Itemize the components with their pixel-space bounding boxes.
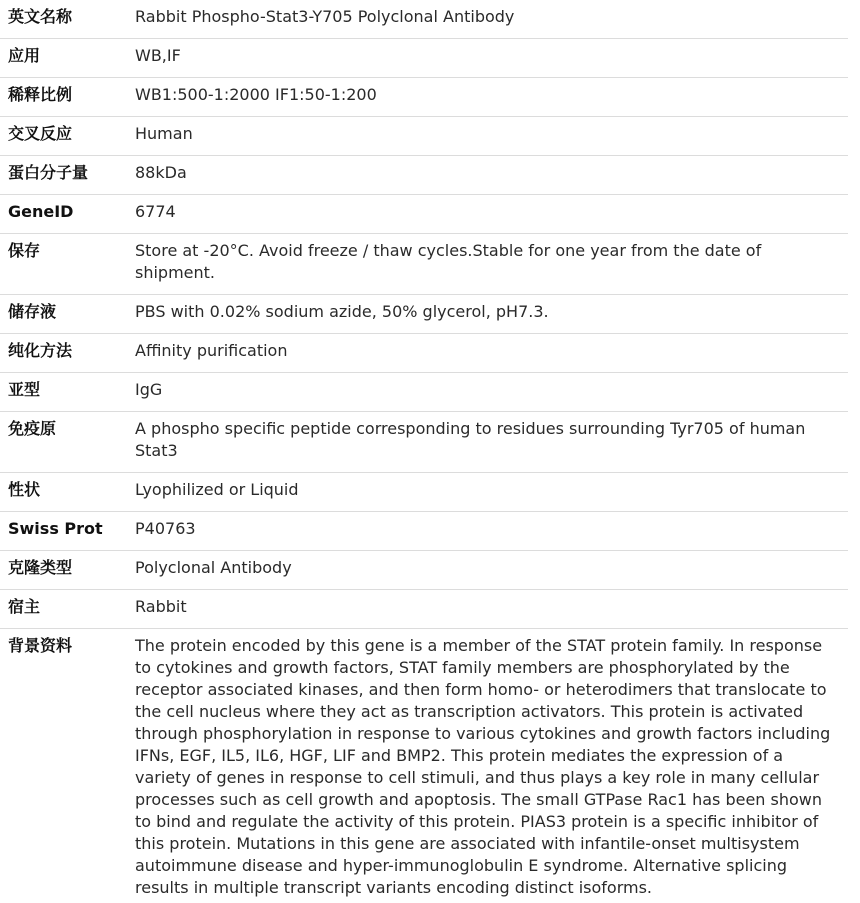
spec-row-english-name (0, 0, 848, 39)
spec-label: 性状 (0, 473, 135, 512)
spec-value: Lyophilized or Liquid (135, 473, 848, 512)
spec-row-buffer (0, 295, 848, 334)
spec-label: 免疫原 (0, 412, 135, 473)
spec-row-molecular-weight (0, 156, 848, 195)
spec-label: 储存液 (0, 295, 135, 334)
spec-label: 宿主 (0, 590, 135, 629)
spec-value: P40763 (135, 512, 848, 551)
spec-value: Rabbit (135, 590, 848, 629)
spec-row-isotype (0, 373, 848, 412)
spec-value: 6774 (135, 195, 848, 234)
spec-row-reactivity (0, 117, 848, 156)
spec-value: 88kDa (135, 156, 848, 195)
spec-label: 纯化方法 (0, 334, 135, 373)
spec-label: 克隆类型 (0, 551, 135, 590)
spec-row-clonality (0, 551, 848, 590)
spec-label: 应用 (0, 39, 135, 78)
spec-row-dilution (0, 78, 848, 117)
spec-row-application (0, 39, 848, 78)
spec-row-form (0, 473, 848, 512)
spec-row-gene-id (0, 195, 848, 234)
spec-label: 交叉反应 (0, 117, 135, 156)
spec-label: 稀释比例 (0, 78, 135, 117)
spec-row-immunogen (0, 412, 848, 473)
spec-value: Rabbit Phospho-Stat3-Y705 Polyclonal Antibody (135, 0, 848, 39)
spec-row-background (0, 629, 848, 903)
spec-row-swiss-prot (0, 512, 848, 551)
spec-label: 亚型 (0, 373, 135, 412)
spec-label: 保存 (0, 234, 135, 295)
spec-value: A phospho specific peptide corresponding to residues surrounding Tyr705 of human Stat3 (135, 412, 848, 473)
spec-label: 背景资料 (0, 629, 135, 903)
spec-label: 蛋白分子量 (0, 156, 135, 195)
spec-value: Human (135, 117, 848, 156)
spec-label: Swiss Prot (0, 512, 135, 551)
spec-label: 英文名称 (0, 0, 135, 39)
spec-row-storage (0, 234, 848, 295)
spec-value: WB1:500-1:2000 IF1:50-1:200 (135, 78, 848, 117)
spec-row-host (0, 590, 848, 629)
spec-value: Polyclonal Antibody (135, 551, 848, 590)
spec-value: IgG (135, 373, 848, 412)
spec-value: Affinity purification (135, 334, 848, 373)
spec-label: GeneID (0, 195, 135, 234)
spec-value: PBS with 0.02% sodium azide, 50% glycerol, pH7.3. (135, 295, 848, 334)
spec-value-background: The protein encoded by this gene is a member of the STAT protein family. In response to cytokines and growth factors, STAT family members are phosphorylated by the receptor associated kinases, and then form homo- or heterodimers that translocate to the cell nucleus where they act as transcription activators. This protein is activated through phosphorylation in response to various cytokines and growth factors including IFNs, EGF, IL5, IL6, HGF, LIF and BMP2. This protein mediates the expression of a variety of genes in response to cell stimuli, and thus plays a key role in many cellular processes such as cell growth and apoptosis. The small GTPase Rac1 has been shown to bind and regulate the activity of this protein. PIAS3 protein is a specific inhibitor of this protein. Mutations in this gene are associated with infantile-onset multisystem autoimmune disease and hyper-immunoglobulin E syndrome. Alternative splicing results in multiple transcript variants encoding distinct isoforms. (135, 629, 848, 903)
spec-value: WB,IF (135, 39, 848, 78)
spec-value: Store at -20°C. Avoid freeze / thaw cycles.Stable for one year from the date of shipment. (135, 234, 848, 295)
spec-row-purification (0, 334, 848, 373)
